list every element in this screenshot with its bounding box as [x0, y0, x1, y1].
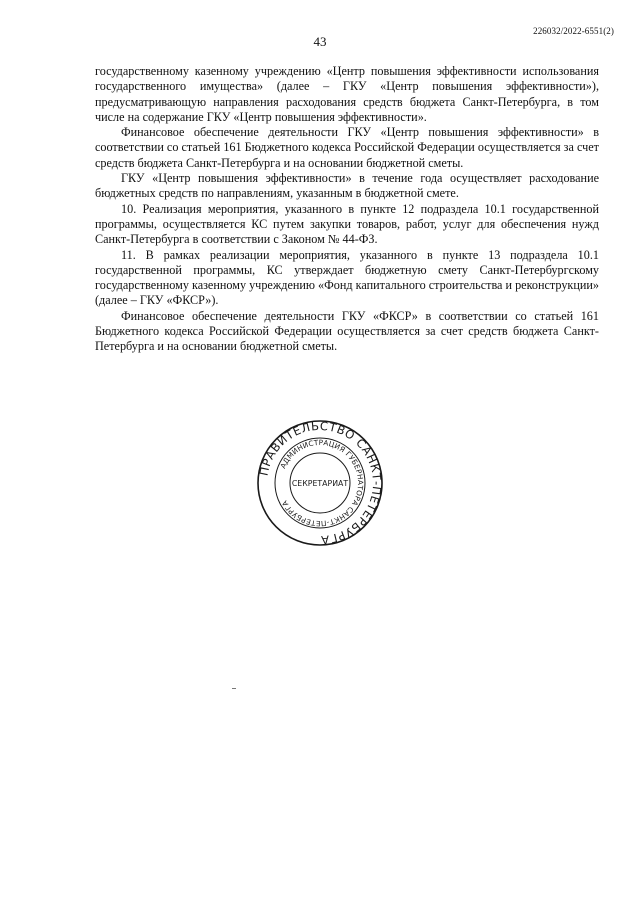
stamp-outer-textpath: ПРАВИТЕЛЬСТВО САНКТ-ПЕТЕРБУРГА	[256, 418, 385, 548]
paragraph-financing-center: Финансовое обеспечение деятельности ГКУ «Центр повышения эффективности» в соответствии со статьей 161 Бюджетного кодекса Российской Федерации осуществляется за счет средств бюджета Санкт-Петербурга и на основании бюджетной сметы.	[95, 125, 599, 170]
page-number: 43	[313, 34, 327, 49]
paragraph-financing-fksr: Финансовое обеспечение деятельности ГКУ «ФКСР» в соответствии со статьей 161 Бюджетного кодекса Российской Федерации осуществляется за счет средств бюджета Санкт-Петербурга и на основании бюджетной сметы.	[95, 308, 599, 354]
document-body	[95, 64, 599, 355]
document-registration-code: 226032/2022-6551(2)	[533, 26, 614, 36]
official-round-stamp	[255, 418, 385, 548]
stamp-graphic	[255, 418, 385, 548]
scan-dot	[232, 688, 236, 689]
stamp-center-text: СЕКРЕТАРИАТ	[291, 479, 349, 488]
paragraph-item-10: 10. Реализация мероприятия, указанного в пункте 12 подраздела 10.1 государственной программы, осуществляется КС путем закупки товаров, работ, услуг для обеспечения нужд Санкт-Петербурга в соответствии с Законом № 44-ФЗ.	[95, 201, 599, 247]
stamp-inner-textpath: АДМИНИСТРАЦИЯ ГУБЕРНАТОРА САНКТ-ПЕТЕРБУРГА	[278, 437, 366, 529]
paragraph-item-11: 11. В рамках реализации мероприятия, указанного в пункте 13 подраздела 10.1 государственной программы, КС утверждает бюджетную смету Санкт-Петербургскому государственному казенному учреждению «Фонд капитального строительства и реконструкции» (далее – ГКУ «ФКСР»).	[95, 247, 599, 308]
paragraph-spending-center: ГКУ «Центр повышения эффективности» в течение года осуществляет расходование бюджетных средств по направлениям, указанным в бюджетной смете.	[95, 171, 599, 201]
paragraph-continuation: государственному казенному учреждению «Центр повышения эффективности использования государственного имущества» (далее – ГКУ «Центр повышения эффективности»), предусматривающую направления расходования средств бюджета Санкт-Петербурга, в том числе на содержание ГКУ «Центр повышения эффективности».	[95, 64, 599, 124]
